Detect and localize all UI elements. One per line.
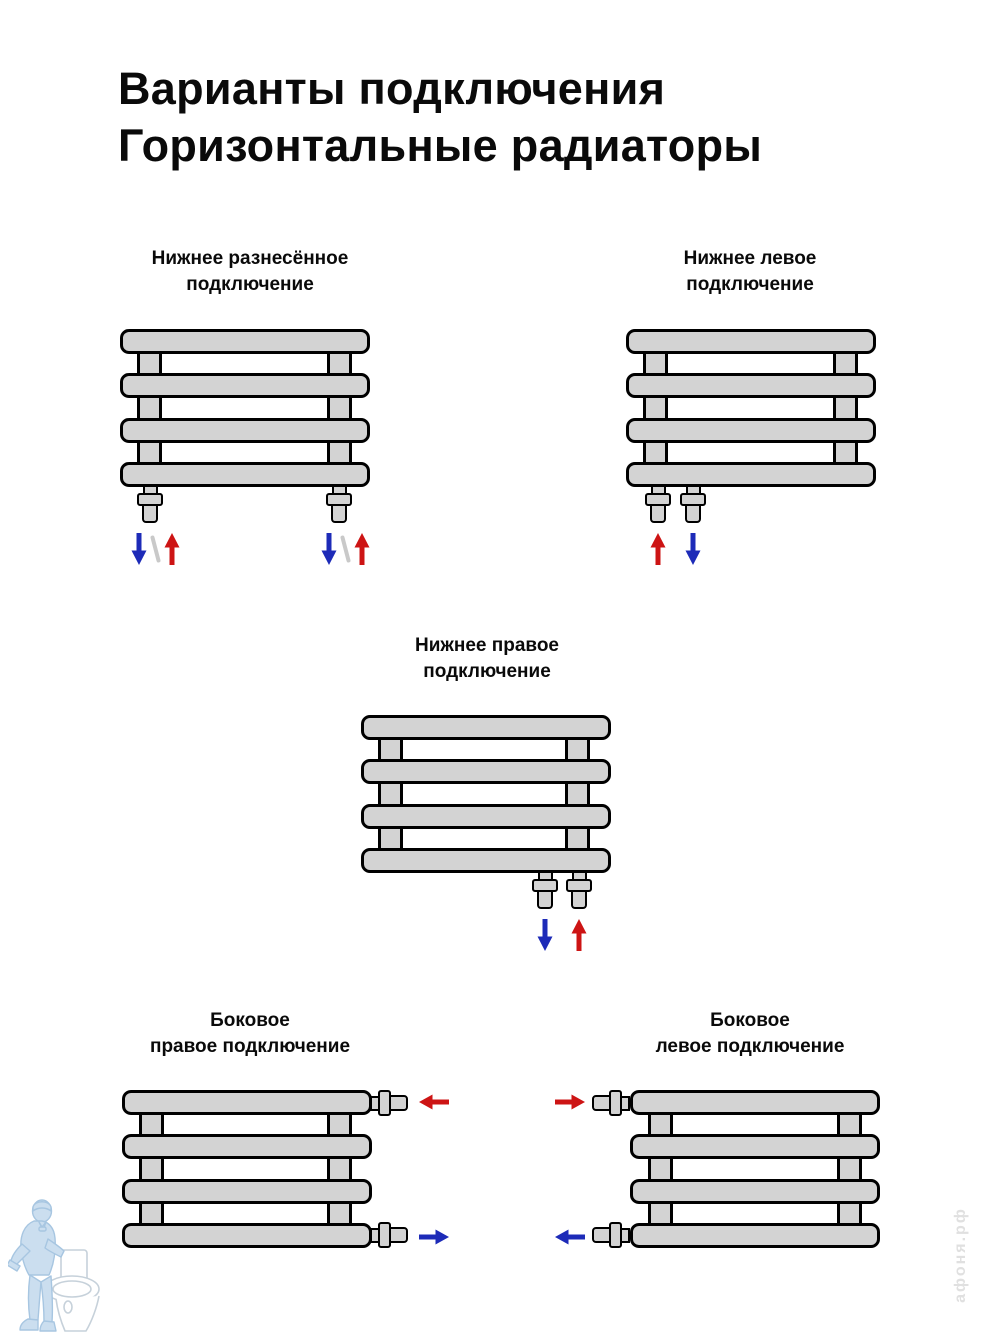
return-arrow-down-icon [321,533,337,565]
radiator-post [648,1100,673,1238]
supply-arrow-left-icon [419,1094,449,1110]
valve-fitting [592,1222,630,1248]
valve-pipe [537,890,553,909]
valve-neck [620,1228,630,1243]
diagram-title-line2: подключение [186,274,314,295]
radiator-post [643,339,668,477]
radiator-bar [361,848,611,873]
return-arrow-down-icon [685,533,701,565]
radiator [122,1090,372,1248]
radiator [361,715,611,873]
radiator-post [565,725,590,863]
radiator-post [378,725,403,863]
diagram-title-line2: подключение [686,274,814,295]
valve-fitting [326,485,352,523]
diagram-title-line1: Нижнее правое [414,635,559,656]
diagram-title [100,1008,400,1060]
radiator [630,1090,880,1248]
radiator-post [137,339,162,477]
radiator-bar [630,1134,880,1159]
diagram-title-line1: Боковое [210,1010,290,1031]
site-watermark-text: афоня.рф [952,1207,969,1303]
radiator [120,329,370,487]
radiator-post [139,1100,164,1238]
valve-pipe [142,504,158,523]
return-arrow-down-icon [131,533,147,565]
radiator-bar [626,329,876,354]
valve-fitting [566,871,592,909]
return-arrow-right-icon [419,1229,449,1245]
diagram-title-line1: Нижнее левое [683,248,817,269]
diagram-title-line1: Нижнее разнесённое [151,248,349,269]
valve-fitting [137,485,163,523]
diagram-title [600,246,900,298]
valve-pipe [685,504,701,523]
supply-arrow-right-icon [555,1094,585,1110]
supply-arrow-up-icon [571,919,587,951]
valve-pipe [389,1095,408,1111]
valve-fitting [592,1090,630,1116]
diagram-bottom-spread-connection [100,246,400,586]
valve-pipe [650,504,666,523]
valve-fitting [680,485,706,523]
supply-arrow-up-icon [354,533,370,565]
radiator-post [837,1100,862,1238]
diagram-title-line1: Боковое [710,1010,790,1031]
valve-fitting [370,1222,408,1248]
radiator-bar [630,1179,880,1204]
valve-pipe [571,890,587,909]
plumber-watermark-icon [8,1194,110,1333]
no-flow-slash-icon [150,534,161,564]
diagram-side-left-connection [540,1008,900,1268]
diagram-title-line2: подключение [423,661,551,682]
radiator-bar [361,804,611,829]
radiator-post [327,339,352,477]
radiator-bar [630,1223,880,1248]
no-flow-slash-icon [340,534,351,564]
return-arrow-down-icon [537,919,553,951]
valve-fitting [645,485,671,523]
radiator-bar [361,759,611,784]
radiator-bar [626,462,876,487]
flow-arrows [321,533,370,565]
radiator-bar [122,1179,372,1204]
diagram-title-line2: левое подключение [655,1036,845,1057]
radiator-bar [120,418,370,443]
diagram-bottom-left-connection [600,246,900,586]
valve-fitting [532,871,558,909]
supply-arrow-up-icon [164,533,180,565]
valve-neck [620,1096,630,1111]
page-title [118,60,762,174]
radiator-bar [626,373,876,398]
radiator-bar [122,1090,372,1115]
diagram-side-right-connection [100,1008,460,1268]
diagram-title [600,1008,900,1060]
radiator [626,329,876,487]
valve-fitting [370,1090,408,1116]
radiator-post [327,1100,352,1238]
supply-arrow-up-icon [650,533,666,565]
radiator-bar [120,462,370,487]
return-arrow-left-icon [555,1229,585,1245]
radiator-bar [122,1223,372,1248]
diagram-title [100,246,400,298]
flow-arrows [131,533,180,565]
diagram-bottom-right-connection [337,633,637,973]
valve-pipe [331,504,347,523]
page-title-line2: Горизонтальные радиаторы [118,120,763,171]
radiator-bar [122,1134,372,1159]
radiator-bar [120,329,370,354]
valve-pipe [389,1227,408,1243]
radiator-bar [120,373,370,398]
radiator-bar [361,715,611,740]
page-title-line1: Варианты подключения [118,63,666,114]
radiator-post [833,339,858,477]
diagram-title [337,633,637,685]
radiator-bar [630,1090,880,1115]
radiator-bar [626,418,876,443]
diagram-title-line2: правое подключение [149,1036,351,1057]
